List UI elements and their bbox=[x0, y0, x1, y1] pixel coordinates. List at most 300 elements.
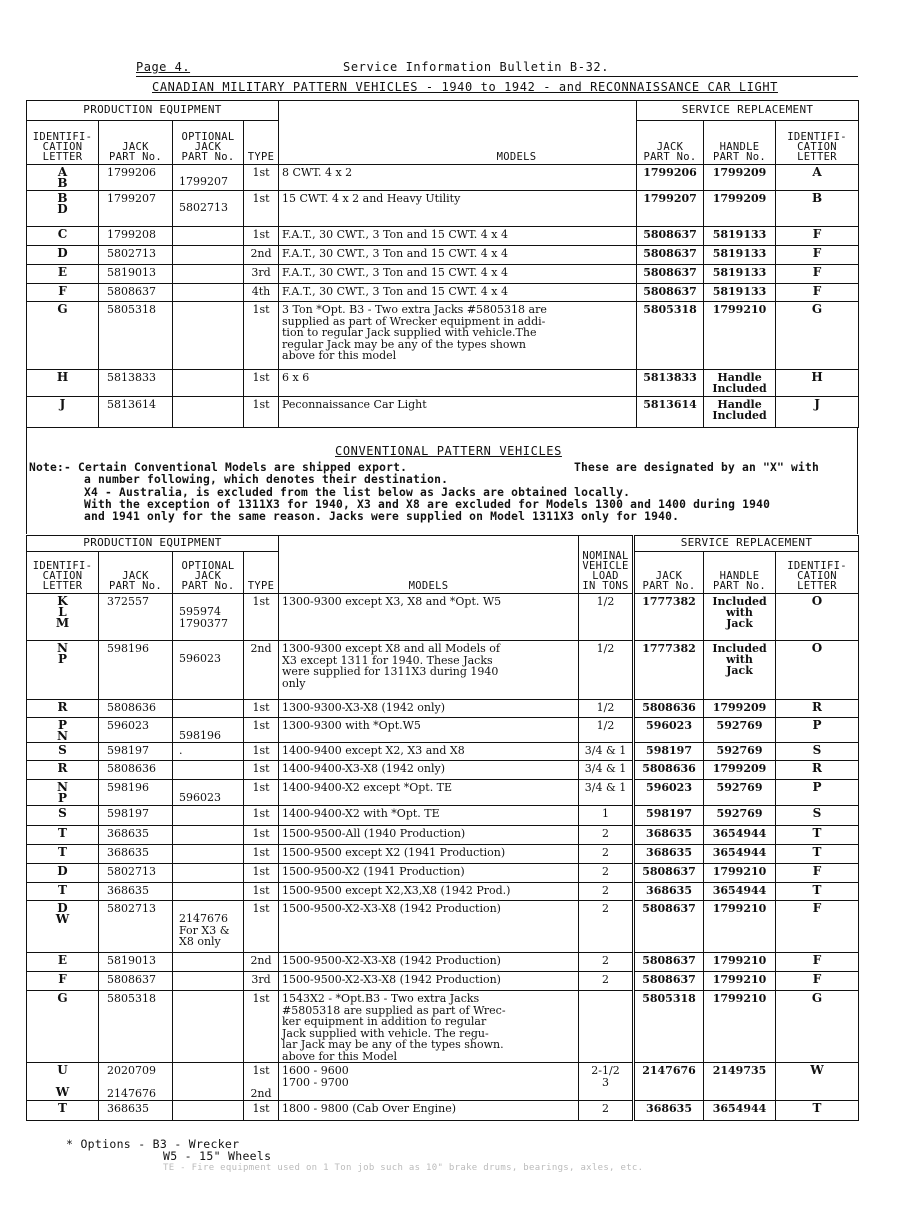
cell-id-letter: G bbox=[27, 991, 99, 1063]
cell-handle-part: 1799209 bbox=[704, 761, 776, 780]
cell-sr-id-letter: R bbox=[776, 700, 859, 718]
cell-handle-part: Included with Jack bbox=[704, 641, 776, 700]
col-id-letter: IDENTIFI- CATION LETTER bbox=[27, 121, 99, 165]
cell-handle-part: 3654944 bbox=[704, 826, 776, 845]
cell-nominal-load: 2 bbox=[579, 972, 634, 991]
cell-handle-part: Handle Included bbox=[704, 397, 776, 428]
col-type: TYPE bbox=[244, 121, 279, 165]
note-line-4: With the exception of 1311X3 for 1940, X3 and X8 are excluded for Models 1300 and 1400 during 1940 bbox=[84, 497, 771, 511]
cell-sr-jack-part: 596023 bbox=[634, 718, 704, 743]
table-row bbox=[27, 227, 859, 246]
cell-model: 1500-9500-X2-X3-X8 (1942 Production) bbox=[279, 953, 579, 972]
group-service-replacement-2: SERVICE REPLACEMENT bbox=[634, 536, 859, 552]
header-rule bbox=[136, 76, 858, 77]
military-jack-table bbox=[26, 100, 859, 428]
cell-type: 1st bbox=[244, 845, 279, 864]
cell-model: 1400-9400 except X2, X3 and X8 bbox=[279, 743, 579, 761]
col-sr-jack-part: JACK PART No. bbox=[637, 121, 704, 165]
cell-jack-part: 1799208 bbox=[99, 227, 173, 246]
cell-nominal-load: 1/2 bbox=[579, 594, 634, 641]
cell-sr-jack-part: 2147676 bbox=[634, 1063, 704, 1101]
cell-jack-part: 372557 bbox=[99, 594, 173, 641]
cell-type: 1st bbox=[244, 397, 279, 428]
cell-jack-part: 5808637 bbox=[99, 284, 173, 302]
cell-sr-jack-part: 1799206 bbox=[637, 165, 704, 191]
col-optional-jack-part-2: OPTIONAL JACK PART No. bbox=[173, 552, 244, 594]
cell-model: F.A.T., 30 CWT., 3 Ton and 15 CWT. 4 x 4 bbox=[279, 265, 637, 284]
cell-sr-jack-part: 5808637 bbox=[634, 901, 704, 953]
cell-id-letter: S bbox=[27, 806, 99, 826]
cell-handle-part: 2149735 bbox=[704, 1063, 776, 1101]
cell-optional-jack-part bbox=[173, 284, 244, 302]
cell-type: 1st bbox=[244, 901, 279, 953]
cell-id-letter: F bbox=[27, 972, 99, 991]
cell-jack-part: 368635 bbox=[99, 845, 173, 864]
cell-sr-jack-part: 5813614 bbox=[637, 397, 704, 428]
cell-nominal-load: 3/4 & 1 bbox=[579, 780, 634, 806]
cell-nominal-load: 1/2 bbox=[579, 718, 634, 743]
cell-optional-jack-part bbox=[173, 845, 244, 864]
cell-id-letter: U W bbox=[27, 1063, 99, 1101]
cell-sr-jack-part: 598197 bbox=[634, 743, 704, 761]
cell-optional-jack-part bbox=[173, 991, 244, 1063]
cell-handle-part: 1799210 bbox=[704, 864, 776, 883]
cell-model: 1300-9300 except X3, X8 and *Opt. W5 bbox=[279, 594, 579, 641]
cell-nominal-load: 1/2 bbox=[579, 641, 634, 700]
cell-sr-id-letter: G bbox=[776, 991, 859, 1063]
cell-jack-part: 5802713 bbox=[99, 864, 173, 883]
cell-sr-id-letter: R bbox=[776, 761, 859, 780]
cell-handle-part: 3654944 bbox=[704, 1101, 776, 1121]
cell-id-letter: P N bbox=[27, 718, 99, 743]
cell-model: 1400-9400-X2 with *Opt. TE bbox=[279, 806, 579, 826]
table-row bbox=[27, 1101, 859, 1121]
cell-nominal-load: 1/2 bbox=[579, 700, 634, 718]
cell-optional-jack-part: 1799207 bbox=[173, 165, 244, 191]
cell-id-letter: G bbox=[27, 302, 99, 370]
cell-optional-jack-part bbox=[173, 864, 244, 883]
cell-handle-part: 5819133 bbox=[704, 246, 776, 265]
cell-model: 1300-9300 with *Opt.W5 bbox=[279, 718, 579, 743]
cell-sr-jack-part: 5808637 bbox=[634, 972, 704, 991]
cell-sr-jack-part: 5805318 bbox=[637, 302, 704, 370]
cell-handle-part: 1799210 bbox=[704, 901, 776, 953]
cell-sr-jack-part: 596023 bbox=[634, 780, 704, 806]
cell-type: 1st bbox=[244, 594, 279, 641]
cell-type: 1st bbox=[244, 743, 279, 761]
col-optional-jack-part: OPTIONAL JACK PART No. bbox=[173, 121, 244, 165]
cell-jack-part: 598196 bbox=[99, 641, 173, 700]
cell-jack-part: 598197 bbox=[99, 743, 173, 761]
cell-nominal-load: 2 bbox=[579, 883, 634, 901]
cell-handle-part: 5819133 bbox=[704, 265, 776, 284]
cell-id-letter: N P bbox=[27, 780, 99, 806]
cell-jack-part: 5813614 bbox=[99, 397, 173, 428]
cell-optional-jack-part bbox=[173, 302, 244, 370]
section-title-military bbox=[152, 80, 862, 94]
cell-nominal-load: 3/4 & 1 bbox=[579, 761, 634, 780]
cell-sr-id-letter: T bbox=[776, 1101, 859, 1121]
cell-sr-id-letter: A bbox=[776, 165, 859, 191]
cell-jack-part: 5805318 bbox=[99, 302, 173, 370]
cell-model: 1500-9500-All (1940 Production) bbox=[279, 826, 579, 845]
cell-handle-part: 3654944 bbox=[704, 883, 776, 901]
cell-nominal-load: 2 bbox=[579, 845, 634, 864]
note-line-1-wrap bbox=[29, 462, 853, 474]
cell-model: 6 x 6 bbox=[279, 370, 637, 397]
table-row bbox=[27, 883, 859, 901]
cell-jack-part: 5802713 bbox=[99, 246, 173, 265]
col-handle-part: HANDLE PART No. bbox=[704, 121, 776, 165]
cell-sr-id-letter: F bbox=[776, 246, 859, 265]
cell-jack-part: 368635 bbox=[99, 826, 173, 845]
cell-type: 1st bbox=[244, 718, 279, 743]
cell-model: 1600 - 9600 1700 - 9700 bbox=[279, 1063, 579, 1101]
cell-model: 1300-9300 except X8 and all Models of X3 except 1311 for 1940. These Jacks were supplied for 1311X3 during 1940 only bbox=[279, 641, 579, 700]
footnote-options-te: TE - Fire equipment used on 1 Ton job such as 10" brake drums, bearings, axles, etc. bbox=[163, 1163, 644, 1173]
cell-sr-id-letter: F bbox=[776, 972, 859, 991]
col-models-2: MODELS bbox=[279, 536, 579, 594]
cell-model: 1800 - 9800 (Cab Over Engine) bbox=[279, 1101, 579, 1121]
cell-jack-part: 5819013 bbox=[99, 953, 173, 972]
cell-handle-part: 5819133 bbox=[704, 227, 776, 246]
col-jack-part: JACK PART No. bbox=[99, 121, 173, 165]
cell-type: 1st bbox=[244, 1101, 279, 1121]
col-handle-part-2: HANDLE PART No. bbox=[704, 552, 776, 594]
table-row bbox=[27, 864, 859, 883]
cell-id-letter: D W bbox=[27, 901, 99, 953]
footnotes bbox=[66, 1138, 643, 1174]
cell-jack-part: 598196 bbox=[99, 780, 173, 806]
col-sr-id-letter: IDENTIFI- CATION LETTER bbox=[776, 121, 859, 165]
cell-sr-id-letter: F bbox=[776, 864, 859, 883]
cell-optional-jack-part bbox=[173, 397, 244, 428]
cell-optional-jack-part bbox=[173, 883, 244, 901]
cell-sr-id-letter: G bbox=[776, 302, 859, 370]
page-number: Page 4. bbox=[136, 60, 191, 74]
cell-optional-jack-part: 5802713 bbox=[173, 191, 244, 227]
cell-nominal-load: 2 bbox=[579, 1101, 634, 1121]
cell-nominal-load: 2 bbox=[579, 901, 634, 953]
cell-sr-jack-part: 1777382 bbox=[634, 594, 704, 641]
table-row bbox=[27, 370, 859, 397]
cell-handle-part: 5819133 bbox=[704, 284, 776, 302]
cell-jack-part: 2020709 2147676 bbox=[99, 1063, 173, 1101]
cell-optional-jack-part: 596023 bbox=[173, 780, 244, 806]
cell-model: 1500-9500-X2-X3-X8 (1942 Production) bbox=[279, 901, 579, 953]
cell-model: 1500-9500 except X2,X3,X8 (1942 Prod.) bbox=[279, 883, 579, 901]
table-row bbox=[27, 826, 859, 845]
cell-optional-jack-part bbox=[173, 972, 244, 991]
cell-id-letter: B D bbox=[27, 191, 99, 227]
cell-model: 1500-9500 except X2 (1941 Production) bbox=[279, 845, 579, 864]
cell-type: 1st bbox=[244, 370, 279, 397]
cell-sr-jack-part: 598197 bbox=[634, 806, 704, 826]
col-jack-part-2: JACK PART No. bbox=[99, 552, 173, 594]
cell-id-letter: T bbox=[27, 1101, 99, 1121]
cell-id-letter: E bbox=[27, 953, 99, 972]
cell-jack-part: 1799206 bbox=[99, 165, 173, 191]
col-sr-id-letter-2: IDENTIFI- CATION LETTER bbox=[776, 552, 859, 594]
cell-optional-jack-part: 595974 1790377 bbox=[173, 594, 244, 641]
cell-type: 1st bbox=[244, 806, 279, 826]
cell-model: F.A.T., 30 CWT., 3 Ton and 15 CWT. 4 x 4 bbox=[279, 284, 637, 302]
cell-model: 1400-9400-X2 except *Opt. TE bbox=[279, 780, 579, 806]
cell-jack-part: 598197 bbox=[99, 806, 173, 826]
col-sr-jack-part-2: JACK PART No. bbox=[634, 552, 704, 594]
table-row bbox=[27, 972, 859, 991]
cell-id-letter: F bbox=[27, 284, 99, 302]
note-line-3: X4 - Australia, is excluded from the list below as Jacks are obtained locally. bbox=[84, 485, 631, 499]
cell-jack-part: 5802713 bbox=[99, 901, 173, 953]
cell-jack-part: 5808637 bbox=[99, 972, 173, 991]
table-row bbox=[27, 641, 859, 700]
cell-type: 1st bbox=[244, 761, 279, 780]
table-row bbox=[27, 991, 859, 1063]
cell-type: 1st bbox=[244, 227, 279, 246]
cell-sr-id-letter: O bbox=[776, 594, 859, 641]
section-title-text: CANADIAN MILITARY PATTERN VEHICLES - 1940 to 1942 - and RECONNAISSANCE CAR LIGHT bbox=[152, 80, 778, 94]
cell-nominal-load bbox=[579, 991, 634, 1063]
cell-jack-part: 368635 bbox=[99, 1101, 173, 1121]
cell-sr-jack-part: 5808637 bbox=[637, 246, 704, 265]
cell-handle-part: 1799210 bbox=[704, 991, 776, 1063]
cell-nominal-load: 2 bbox=[579, 953, 634, 972]
cell-optional-jack-part bbox=[173, 953, 244, 972]
cell-jack-part: 5805318 bbox=[99, 991, 173, 1063]
cell-model: 1500-9500-X2 (1941 Production) bbox=[279, 864, 579, 883]
cell-sr-jack-part: 5813833 bbox=[637, 370, 704, 397]
note-line-1: Note:- Certain Conventional Models are shipped export. bbox=[29, 461, 408, 474]
cell-type: 1st bbox=[244, 191, 279, 227]
cell-handle-part: Handle Included bbox=[704, 370, 776, 397]
cell-sr-id-letter: J bbox=[776, 397, 859, 428]
cell-handle-part: 1799210 bbox=[704, 953, 776, 972]
cell-sr-id-letter: T bbox=[776, 845, 859, 864]
cell-id-letter: N P bbox=[27, 641, 99, 700]
note-line-2: a number following, which denotes their destination. bbox=[84, 473, 449, 487]
cell-nominal-load: 2 bbox=[579, 826, 634, 845]
table-row bbox=[27, 1063, 859, 1101]
cell-sr-id-letter: O bbox=[776, 641, 859, 700]
cell-type: 1st bbox=[244, 165, 279, 191]
table-row bbox=[27, 594, 859, 641]
cell-type: 1st bbox=[244, 991, 279, 1063]
cell-optional-jack-part bbox=[173, 370, 244, 397]
cell-handle-part: 592769 bbox=[704, 806, 776, 826]
cell-model: 15 CWT. 4 x 2 and Heavy Utility bbox=[279, 191, 637, 227]
cell-jack-part: 5808636 bbox=[99, 761, 173, 780]
cell-handle-part: 1799210 bbox=[704, 302, 776, 370]
table-row bbox=[27, 953, 859, 972]
cell-handle-part: 592769 bbox=[704, 780, 776, 806]
col-nominal-load: NOMINAL VEHICLE LOAD IN TONS bbox=[579, 536, 634, 594]
cell-handle-part: 592769 bbox=[704, 743, 776, 761]
cell-sr-id-letter: F bbox=[776, 227, 859, 246]
table-row bbox=[27, 265, 859, 284]
note-line-1-right: These are designated by an "X" with bbox=[574, 461, 820, 474]
cell-sr-jack-part: 1799207 bbox=[637, 191, 704, 227]
cell-model: Peconnaissance Car Light bbox=[279, 397, 637, 428]
cell-optional-jack-part: 598196 bbox=[173, 718, 244, 743]
cell-sr-id-letter: S bbox=[776, 743, 859, 761]
cell-sr-id-letter: T bbox=[776, 883, 859, 901]
cell-model: 1500-9500-X2-X3-X8 (1942 Production) bbox=[279, 972, 579, 991]
table-row bbox=[27, 397, 859, 428]
cell-type: 3rd bbox=[244, 972, 279, 991]
cell-sr-jack-part: 5808636 bbox=[634, 761, 704, 780]
cell-id-letter: T bbox=[27, 845, 99, 864]
cell-sr-jack-part: 368635 bbox=[634, 845, 704, 864]
cell-id-letter: E bbox=[27, 265, 99, 284]
cell-type: 1st bbox=[244, 883, 279, 901]
cell-sr-id-letter: H bbox=[776, 370, 859, 397]
table-row bbox=[27, 743, 859, 761]
cell-id-letter: D bbox=[27, 864, 99, 883]
cell-type: 1st bbox=[244, 780, 279, 806]
cell-sr-jack-part: 5808636 bbox=[634, 700, 704, 718]
table-row bbox=[27, 845, 859, 864]
cell-sr-jack-part: 1777382 bbox=[634, 641, 704, 700]
table-row bbox=[27, 700, 859, 718]
cell-type: 2nd bbox=[244, 641, 279, 700]
cell-sr-jack-part: 368635 bbox=[634, 826, 704, 845]
cell-id-letter: T bbox=[27, 826, 99, 845]
cell-id-letter: D bbox=[27, 246, 99, 265]
cell-id-letter: A B bbox=[27, 165, 99, 191]
cell-handle-part: 1799209 bbox=[704, 700, 776, 718]
note-line-5: and 1941 only for the same reason. Jacks were supplied on Model 1311X3 only for 1940. bbox=[84, 510, 680, 524]
cell-id-letter: R bbox=[27, 700, 99, 718]
cell-sr-jack-part: 5808637 bbox=[634, 864, 704, 883]
cell-sr-jack-part: 5808637 bbox=[637, 265, 704, 284]
cell-model: F.A.T., 30 CWT., 3 Ton and 15 CWT. 4 x 4 bbox=[279, 246, 637, 265]
cell-id-letter: C bbox=[27, 227, 99, 246]
cell-jack-part: 5808636 bbox=[99, 700, 173, 718]
conventional-jack-table bbox=[26, 535, 859, 1121]
cell-id-letter: R bbox=[27, 761, 99, 780]
cell-nominal-load: 2 bbox=[579, 864, 634, 883]
cell-nominal-load: 1 bbox=[579, 806, 634, 826]
table-row bbox=[27, 718, 859, 743]
group-service-replacement: SERVICE REPLACEMENT bbox=[637, 101, 859, 121]
cell-jack-part: 5813833 bbox=[99, 370, 173, 397]
cell-id-letter: S bbox=[27, 743, 99, 761]
table-row bbox=[27, 806, 859, 826]
cell-type: 4th bbox=[244, 284, 279, 302]
cell-optional-jack-part bbox=[173, 1101, 244, 1121]
cell-sr-id-letter: F bbox=[776, 284, 859, 302]
cell-jack-part: 1799207 bbox=[99, 191, 173, 227]
cell-sr-id-letter: B bbox=[776, 191, 859, 227]
cell-handle-part: 592769 bbox=[704, 718, 776, 743]
cell-sr-id-letter: F bbox=[776, 265, 859, 284]
cell-handle-part: 3654944 bbox=[704, 845, 776, 864]
cell-sr-id-letter: F bbox=[776, 953, 859, 972]
cell-optional-jack-part bbox=[173, 761, 244, 780]
footnote-options-w5: W5 - 15" Wheels bbox=[163, 1149, 272, 1163]
cell-id-letter: J bbox=[27, 397, 99, 428]
cell-model: F.A.T., 30 CWT., 3 Ton and 15 CWT. 4 x 4 bbox=[279, 227, 637, 246]
table-row bbox=[27, 761, 859, 780]
cell-id-letter: T bbox=[27, 883, 99, 901]
section-title-conventional: CONVENTIONAL PATTERN VEHICLES bbox=[335, 444, 562, 458]
group-production-equipment-2: PRODUCTION EQUIPMENT bbox=[27, 536, 279, 552]
cell-sr-id-letter: T bbox=[776, 826, 859, 845]
cell-model: 3 Ton *Opt. B3 - Two extra Jacks #5805318 are supplied as part of Wrecker equipment in addi- tion to regular Jack supplied with vehicle.The regular Jack may be any of the types shown above for this model bbox=[279, 302, 637, 370]
cell-optional-jack-part: . bbox=[173, 743, 244, 761]
table-row bbox=[27, 780, 859, 806]
cell-sr-jack-part: 368635 bbox=[634, 1101, 704, 1121]
table-row bbox=[27, 284, 859, 302]
cell-sr-jack-part: 368635 bbox=[634, 883, 704, 901]
cell-id-letter: K L M bbox=[27, 594, 99, 641]
col-type-2: TYPE bbox=[244, 552, 279, 594]
cell-sr-id-letter: F bbox=[776, 901, 859, 953]
cell-optional-jack-part bbox=[173, 246, 244, 265]
cell-jack-part: 368635 bbox=[99, 883, 173, 901]
cell-handle-part: Included with Jack bbox=[704, 594, 776, 641]
cell-jack-part: 596023 bbox=[99, 718, 173, 743]
cell-optional-jack-part bbox=[173, 227, 244, 246]
cell-nominal-load: 2-1/2 3 bbox=[579, 1063, 634, 1101]
cell-sr-id-letter: P bbox=[776, 780, 859, 806]
cell-handle-part: 1799210 bbox=[704, 972, 776, 991]
cell-type: 3rd bbox=[244, 265, 279, 284]
cell-id-letter: H bbox=[27, 370, 99, 397]
cell-optional-jack-part: 2147676 For X3 & X8 only bbox=[173, 901, 244, 953]
cell-handle-part: 1799209 bbox=[704, 191, 776, 227]
cell-type: 1st bbox=[244, 826, 279, 845]
cell-model: 1300-9300-X3-X8 (1942 only) bbox=[279, 700, 579, 718]
cell-optional-jack-part bbox=[173, 826, 244, 845]
cell-sr-jack-part: 5808637 bbox=[634, 953, 704, 972]
cell-type: 2nd bbox=[244, 246, 279, 265]
cell-sr-jack-part: 5805318 bbox=[634, 991, 704, 1063]
cell-sr-jack-part: 5808637 bbox=[637, 284, 704, 302]
cell-nominal-load: 3/4 & 1 bbox=[579, 743, 634, 761]
bulletin-title: Service Information Bulletin B-32. bbox=[343, 60, 610, 74]
cell-type: 1st 2nd bbox=[244, 1063, 279, 1101]
cell-type: 2nd bbox=[244, 953, 279, 972]
cell-type: 1st bbox=[244, 864, 279, 883]
group-production-equipment: PRODUCTION EQUIPMENT bbox=[27, 101, 279, 121]
cell-sr-jack-part: 5808637 bbox=[637, 227, 704, 246]
cell-sr-id-letter: S bbox=[776, 806, 859, 826]
table-row bbox=[27, 165, 859, 191]
table-row bbox=[27, 901, 859, 953]
cell-type: 1st bbox=[244, 302, 279, 370]
cell-optional-jack-part: 596023 bbox=[173, 641, 244, 700]
cell-model: 8 CWT. 4 x 2 bbox=[279, 165, 637, 191]
cell-optional-jack-part bbox=[173, 265, 244, 284]
cell-sr-id-letter: W bbox=[776, 1063, 859, 1101]
cell-type: 1st bbox=[244, 700, 279, 718]
col-id-letter-2: IDENTIFI- CATION LETTER bbox=[27, 552, 99, 594]
cell-model: 1400-9400-X3-X8 (1942 only) bbox=[279, 761, 579, 780]
cell-optional-jack-part bbox=[173, 700, 244, 718]
table-row bbox=[27, 246, 859, 265]
cell-jack-part: 5819013 bbox=[99, 265, 173, 284]
table-row bbox=[27, 191, 859, 227]
export-note bbox=[29, 462, 853, 523]
cell-model: 1543X2 - *Opt.B3 - Two extra Jacks #5805318 are supplied as part of Wrec- ker equipment in addition to regular Jack supplied with vehicle. The regu- lar Jack may be any of the types shown. above for this Model bbox=[279, 991, 579, 1063]
cell-sr-id-letter: P bbox=[776, 718, 859, 743]
cell-optional-jack-part bbox=[173, 806, 244, 826]
col-models: MODELS bbox=[279, 101, 637, 165]
cell-optional-jack-part bbox=[173, 1063, 244, 1101]
footnote-options-b3: * Options - B3 - Wrecker bbox=[66, 1137, 240, 1151]
